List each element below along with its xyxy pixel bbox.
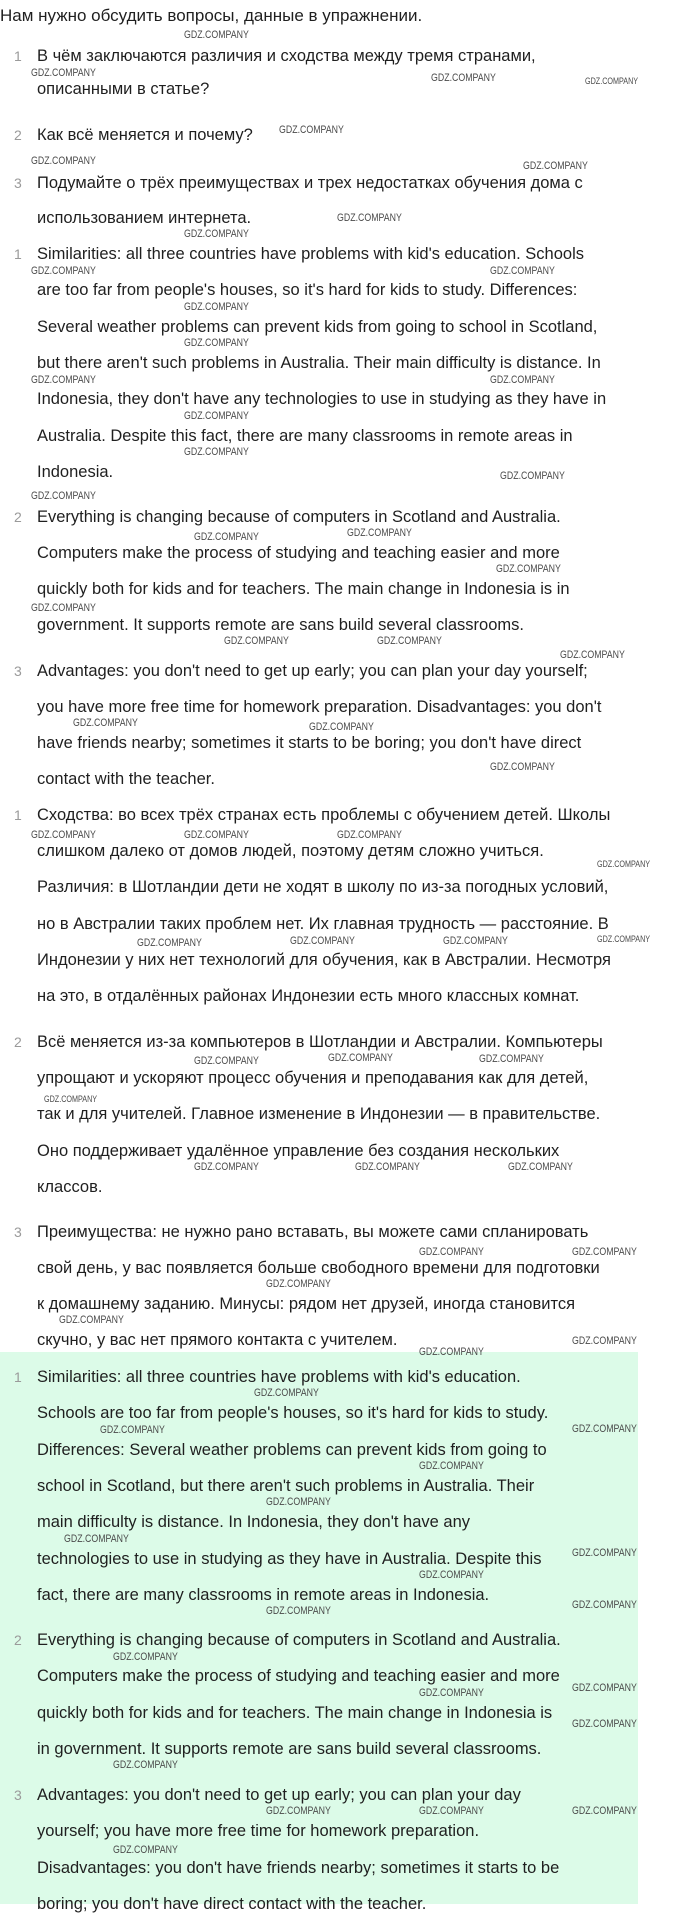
item-number: 3 [14,663,22,679]
watermark-text: GDZ.COMPANY [572,1718,637,1730]
item-number: 2 [14,127,22,143]
watermark-text: GDZ.COMPANY [184,228,249,240]
item-number: 2 [14,509,22,525]
text-line: Как всё меняется и почему? [37,126,253,144]
text-line: Сходства: во всех трёх странах есть проблемы с обучением детей. Школы [37,806,611,824]
watermark-text: GDZ.COMPANY [73,717,138,729]
watermark-text: GDZ.COMPANY [113,1759,178,1771]
text-line: Различия: в Шотландии дети не ходят в школу по из-за погодных условий, [37,878,609,897]
text-line: описанными в статье? [37,80,210,98]
watermark-text: GDZ.COMPANY [419,1460,484,1472]
watermark-text: GDZ.COMPANY [224,635,289,647]
watermark-text: GDZ.COMPANY [266,1496,331,1508]
text-line: Everything is changing because of computers in Scotland and Australia. [37,1631,561,1649]
watermark-text: GDZ.COMPANY [479,1053,544,1065]
watermark-text: GDZ.COMPANY [347,527,412,539]
text-line: Computers make the process of studying and teaching easier and more [37,1667,560,1686]
watermark-text: GDZ.COMPANY [31,67,96,79]
watermark-text: GDZ.COMPANY [184,446,249,458]
text-line: fact, there are many classrooms in remote areas in Indonesia. [37,1585,490,1604]
text-line: В чём заключаются различия и сходства между тремя странами, [37,47,536,65]
watermark-text: GDZ.COMPANY [194,1161,259,1173]
watermark-text: GDZ.COMPANY [337,212,402,224]
text-line: Преимущества: не нужно рано вставать, вы можете сами спланировать [37,1223,589,1241]
watermark-text: GDZ.COMPANY [44,1094,98,1104]
watermark-text: GDZ.COMPANY [184,410,249,422]
watermark-text: GDZ.COMPANY [490,374,555,386]
text-line: you have more free time for homework preparation. Disadvantages: you don't [37,698,602,716]
text-line: Several weather problems can prevent kids from going to school in Scotland, [37,317,598,336]
intro-text: Нам нужно обсудить вопросы, данные в упражнении. [0,6,423,25]
item-number: 2 [14,1034,22,1050]
watermark-text: GDZ.COMPANY [490,265,555,277]
text-line: school in Scotland, but there aren't such problems in Australia. Their [37,1476,535,1495]
text-line: Индонезии у них нет технологий для обучения, как в Австралии. Несмотря [37,950,611,969]
watermark-text: GDZ.COMPANY [523,160,588,172]
text-line: Advantages: you don't need to get up early; you can plan your day yourself; [37,662,588,680]
watermark-text: GDZ.COMPANY [572,1682,637,1694]
watermark-text: GDZ.COMPANY [419,1805,484,1817]
watermark-text: GDZ.COMPANY [572,1423,637,1435]
watermark-text: GDZ.COMPANY [419,1569,484,1581]
text-line: Indonesia, they don't have any technologies to use in studying as they have in [37,390,607,409]
watermark-text: GDZ.COMPANY [254,1387,319,1399]
watermark-text: GDZ.COMPANY [184,29,249,41]
watermark-text: GDZ.COMPANY [266,1278,331,1290]
watermark-text: GDZ.COMPANY [31,155,96,167]
text-line: слишком далеко от домов людей, поэтому детям сложно учиться. [37,842,544,861]
watermark-text: GDZ.COMPANY [113,1844,178,1856]
watermark-text: GDZ.COMPANY [31,374,96,386]
text-line: Подумайте о трёх преимуществах и трех недостатках обучения дома с [37,174,583,192]
watermark-text: GDZ.COMPANY [266,1805,331,1817]
item-number: 3 [14,175,22,191]
watermark-text: GDZ.COMPANY [560,649,625,661]
text-line: Оно поддерживает удалённое управление без создания нескольких [37,1141,560,1160]
watermark-text: GDZ.COMPANY [431,72,496,84]
watermark-text: GDZ.COMPANY [443,935,508,947]
text-line: так и для учителей. Главное изменение в Индонезии — в правительстве. [37,1105,601,1124]
text-line: Differences: Several weather problems can prevent kids from going to [37,1440,547,1459]
watermark-text: GDZ.COMPANY [194,531,259,543]
item-number: 3 [14,1787,22,1803]
text-line: technologies to use in studying as they have in Australia. Despite this [37,1549,542,1568]
watermark-text: GDZ.COMPANY [31,490,96,502]
text-line: but there aren't such problems in Australia. Their main difficulty is distance. In [37,353,601,372]
watermark-text: GDZ.COMPANY [184,829,249,841]
watermark-text: GDZ.COMPANY [137,937,202,949]
watermark-text: GDZ.COMPANY [419,1687,484,1699]
watermark-text: GDZ.COMPANY [572,1599,637,1611]
watermark-text: GDZ.COMPANY [337,829,402,841]
text-line: Schools are too far from people's houses, so it's hard for kids to study. [37,1404,549,1423]
watermark-text: GDZ.COMPANY [597,934,651,944]
text-line: упрощают и ускоряют процесс обучения и преподавания как для детей, [37,1069,589,1088]
watermark-text: GDZ.COMPANY [100,1424,165,1436]
text-line: contact with the teacher. [37,770,215,788]
watermark-text: GDZ.COMPANY [309,721,374,733]
text-line: boring; you don't have direct contact with the teacher. [37,1894,427,1913]
watermark-text: GDZ.COMPANY [572,1246,637,1258]
watermark-text: GDZ.COMPANY [419,1246,484,1258]
text-line: quickly both for kids and for teachers. The main change in Indonesia is [37,1703,553,1722]
text-line: Всё меняется из-за компьютеров в Шотландии и Австралии. Компьютеры [37,1033,603,1051]
watermark-text: GDZ.COMPANY [490,761,555,773]
watermark-text: GDZ.COMPANY [184,301,249,313]
watermark-text: GDZ.COMPANY [290,935,355,947]
text-line: Everything is changing because of computers in Scotland and Australia. [37,508,561,526]
text-line: quickly both for kids and for teachers. The main change in Indonesia is in [37,580,570,598]
text-line: Computers make the process of studying and teaching easier and more [37,544,560,562]
text-line: на это, в отдалённых районах Индонезии есть много классных комнат. [37,987,580,1005]
text-line: Australia. Despite this fact, there are many classrooms in remote areas in [37,426,573,445]
text-line: yourself; you have more free time for homework preparation. [37,1822,480,1841]
text-line: Indonesia. [37,462,114,481]
watermark-text: GDZ.COMPANY [184,337,249,349]
watermark-text: GDZ.COMPANY [31,602,96,614]
text-line: использованием интернета. [37,209,252,227]
watermark-text: GDZ.COMPANY [572,1547,637,1559]
text-line: in government. It supports remote are sans build several classrooms. [37,1739,542,1758]
text-line: Similarities: all three countries have problems with kid's education. [37,1368,521,1386]
text-line: Similarities: all three countries have problems with kid's education. Schools [37,245,584,263]
text-line: скучно, у вас нет прямого контакта с учителем. [37,1331,398,1349]
text-line: но в Австралии таких проблем нет. Их главная трудность — расстояние. В [37,914,609,933]
watermark-text: GDZ.COMPANY [496,563,561,575]
text-line: main difficulty is distance. In Indonesia, they don't have any [37,1513,471,1532]
text-line: к домашнему заданию. Минусы: рядом нет друзей, иногда становится [37,1295,575,1313]
watermark-text: GDZ.COMPANY [500,470,565,482]
watermark-text: GDZ.COMPANY [194,1055,259,1067]
item-number: 1 [14,807,22,823]
item-number: 1 [14,246,22,262]
text-line: government. It supports remote are sans build several classrooms. [37,616,524,634]
watermark-text: GDZ.COMPANY [266,1605,331,1617]
watermark-text: GDZ.COMPANY [355,1161,420,1173]
text-line: are too far from people's houses, so it's hard for kids to study. Differences: [37,281,578,300]
watermark-text: GDZ.COMPANY [585,76,639,86]
watermark-text: GDZ.COMPANY [572,1335,637,1347]
item-number: 1 [14,1369,22,1385]
watermark-text: GDZ.COMPANY [113,1651,178,1663]
text-line: свой день, у вас появляется больше свободного времени для подготовки [37,1259,600,1277]
text-line: Advantages: you don't need to get up early; you can plan your day [37,1786,521,1804]
watermark-text: GDZ.COMPANY [31,829,96,841]
item-number: 2 [14,1632,22,1648]
watermark-text: GDZ.COMPANY [328,1052,393,1064]
watermark-text: GDZ.COMPANY [59,1314,124,1326]
item-number: 3 [14,1224,22,1240]
text-line: классов. [37,1177,103,1196]
watermark-text: GDZ.COMPANY [597,859,651,869]
watermark-text: GDZ.COMPANY [279,124,344,136]
watermark-text: GDZ.COMPANY [377,635,442,647]
text-line: Disadvantages: you don't have friends nearby; sometimes it starts to be [37,1858,560,1877]
watermark-text: GDZ.COMPANY [508,1161,573,1173]
watermark-text: GDZ.COMPANY [31,265,96,277]
item-number: 1 [14,48,22,64]
text-line: have friends nearby; sometimes it starts to be boring; you don't have direct [37,734,582,752]
watermark-text: GDZ.COMPANY [64,1533,129,1545]
watermark-text: GDZ.COMPANY [572,1805,637,1817]
watermark-text: GDZ.COMPANY [419,1346,484,1358]
